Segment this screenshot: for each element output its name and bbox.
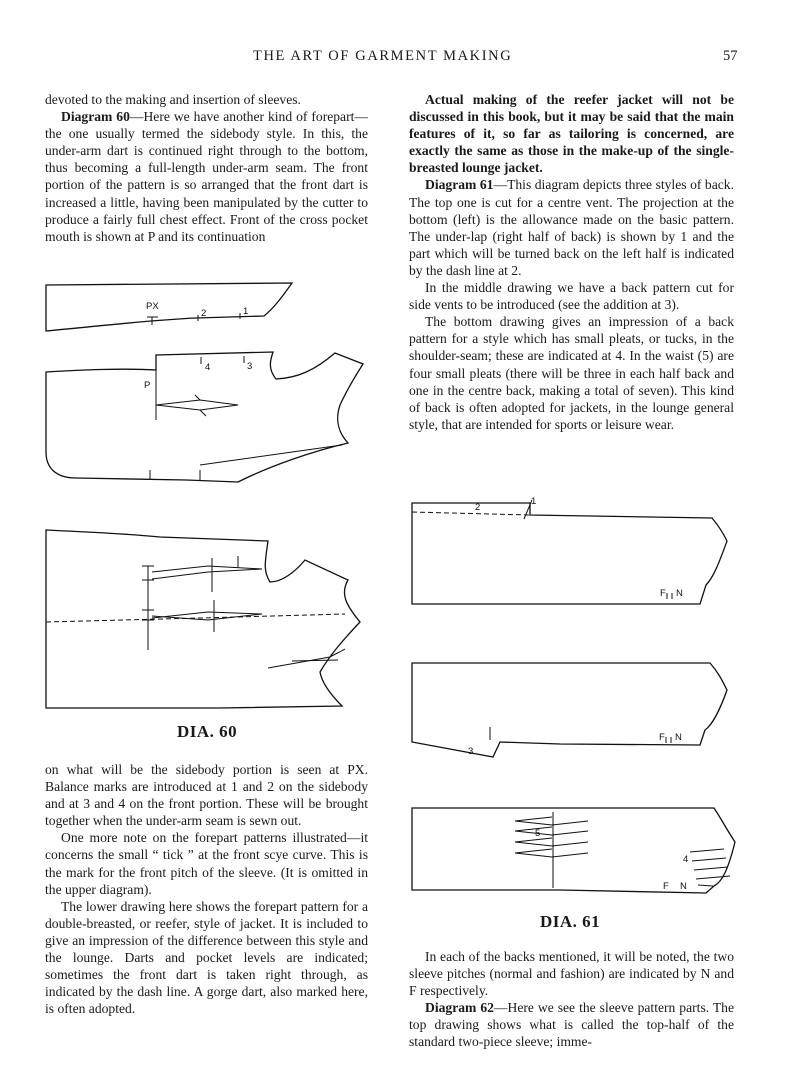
running-title: THE ART OF GARMENT MAKING	[253, 48, 513, 64]
label-p: P	[144, 380, 151, 391]
label-3: 3	[468, 746, 474, 757]
paragraph: In each of the backs mentioned, it will be noted, the two sleeve pitches (normal and fashion) are indicated by N and F respectively.	[409, 949, 734, 999]
page-number: 57	[723, 48, 738, 64]
label-1: 1	[531, 496, 537, 507]
label-1: 1	[243, 306, 249, 317]
label-4: 4	[683, 854, 689, 865]
label-3: 3	[247, 361, 253, 372]
figure-caption-dia60: DIA. 60	[177, 722, 238, 741]
back-pattern-side-vents	[412, 663, 727, 757]
diagram-ref: Diagram 60	[61, 109, 130, 125]
diagram-ref: Diagram 61	[425, 177, 494, 193]
label-f: F	[663, 881, 669, 892]
label-px: PX	[146, 301, 159, 312]
label-n: N	[680, 881, 687, 892]
paragraph: Diagram 62—Here we see the sleeve pattern parts. The top drawing shows what is called the top-half of the standard two-piece sleeve; imme-	[409, 1000, 734, 1050]
label-f: F	[659, 732, 665, 743]
paragraph: One more note on the forepart patterns illustrated—it concerns the small “ tick ” at the front scye curve. This is the mark for the front pitch of the sleeve. (It is omitted in the upper diagram).	[45, 830, 368, 897]
paragraph: Diagram 60—Here we have another kind of forepart—the one usually termed the sidebody style. In this, the under-arm dart is continued right through to the bottom, thus becoming a full-length under-arm seam. The front portion of the pattern is so arranged that the front dart is increased a little, having been manipulated by the cutter to produce a fairly full chest effect. Front of the cross pocket mouth is shown at P and its continuation	[45, 109, 368, 244]
paragraph: The bottom drawing gives an impression of a back pattern for a style which has small pleats, or tucks, in the shoulder-seam; these are indicated at 4. In the waist (5) are four small pleats (there will be three in each half back and one in the centre back, making a total of seven). This kind of back is often adopted for jackets, in the lounge general style, that are intended for sports or leisure wear.	[409, 314, 734, 432]
back-pattern-pleats	[412, 808, 735, 893]
paragraph: devoted to the making and insertion of sleeves.	[45, 92, 301, 107]
label-2: 2	[201, 308, 207, 319]
paragraph: Diagram 61—This diagram depicts three styles of back. The top one is cut for a centre vent. The projection at the bottom (left) is the allowance made on the basic pattern. The under-lap (right half of back) is shown by 1 and the part which will be turned back on the left half is indicated by the dash line at 2.	[409, 177, 734, 278]
paragraph: In the middle drawing we have a back pattern cut for side vents to be introduced (see the addition at 3).	[409, 280, 734, 313]
label-n: N	[675, 732, 682, 743]
paragraph-bold: Actual making of the reefer jacket will not be discussed in this book, but it may be said that the main features of it, so far as tailoring is concerned, are exactly the same as those in the make-up of the single-breasted lounge jacket.	[409, 92, 734, 176]
label-n: N	[676, 588, 683, 599]
label-2: 2	[475, 502, 481, 513]
label-f: F	[660, 588, 666, 599]
label-5: 5	[535, 828, 541, 839]
back-pattern-centre-vent	[412, 496, 727, 604]
paragraph: on what will be the sidebody portion is seen at PX. Balance marks are introduced at 1 and 2 on the sidebody and at 3 and 4 on the front portion. These will be brought together when the under-arm seam is sewn out.	[45, 762, 368, 829]
figure-caption-dia61: DIA. 61	[540, 912, 601, 931]
paragraph: The lower drawing here shows the forepart pattern for a double-breasted, or reefer, style of jacket. It is included to give an impression of the difference between this style and the lounge. Darts and pocket levels are indicated; sometimes the front dart is taken right through, as indicated by the dash line. A gorge dart, also marked here, is often adopted.	[45, 898, 368, 1017]
label-4: 4	[205, 362, 211, 373]
diagram-ref: Diagram 62	[425, 1000, 494, 1016]
